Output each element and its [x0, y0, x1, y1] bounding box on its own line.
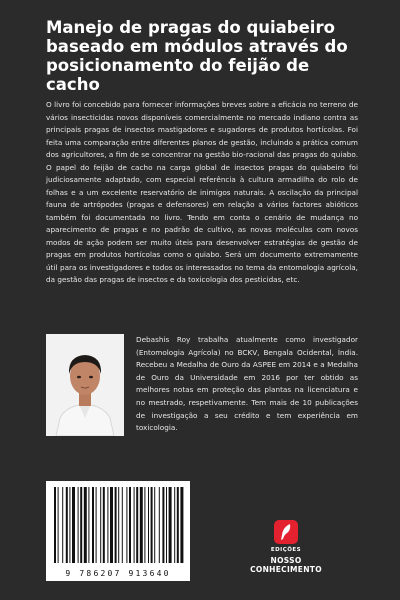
author-portrait-image [46, 334, 124, 436]
isbn-number: 9 786207 913640 [65, 569, 171, 578]
publisher-line1: EDIÇÕES [270, 547, 302, 553]
author-bio: Debashis Roy trabalha atualmente como investigador (Entomologia Agrícola) no BCKV, Bengala Ocidental, Índia. Recebeu a Medalha de Ouro da ASPEE em 2014 e a Medalha de Ouro da Universidade em 2016 por ter obtido as melhores notas em proteção das plantas na licenciatura e no mestrado, respetivamente. Tem mais de 10 publicações de investigação a seu crédito e tem experiência em toxicologia. [136, 335, 358, 433]
author-photo [46, 334, 124, 436]
isbn-barcode [46, 481, 190, 581]
publisher-line2: NOSSO CONHECIMENTO [250, 556, 322, 574]
book-title: Manejo de pragas do quiabeiro baseado em módulos através do posicionamento do feijão de cacho [46, 18, 348, 94]
feather-logo-icon [274, 520, 298, 544]
book-synopsis: O livro foi concebido para fornecer informações breves sobre a eficácia no terreno de vários insecticidas novos disponíveis comercialmente no mercado indiano contra as principais pragas de insectos mastigadores e sugadores de produtos hortícolas. Foi feita uma comparação entre diferentes planos de gestão, incluindo a prática comum dos agricultores, a fim de se concentrar na gestão bio-racional das pragas do quiabo. O papel do feijão de cacho na carga global de insectos pragas do quiabeiro foi judiciosamente adaptado, com especial referência à cultura armadilha do rolo de folhas e a um excelente reservatório de inimigos naturais. A oscilação da principal fauna de artrópodes (pragas e defensores) em relação a vários factores abióticos também foi documentada no livro. Tendo em conta o cenário de mudança no aparecimento de pragas e no padrão de cultivo, as novas moléculas com novos modos de ação podem ser muito úteis para desenvolver estratégias de gestão de pragas em produtos hortícolas como o quiabo. Será um documento extremamente útil para os investigadores e todos os interessados no tema da entomologia agrícola, da gestão das pragas de insectos e da toxicologia dos pesticidas, etc. [46, 100, 358, 284]
barcode-bars [46, 481, 190, 569]
